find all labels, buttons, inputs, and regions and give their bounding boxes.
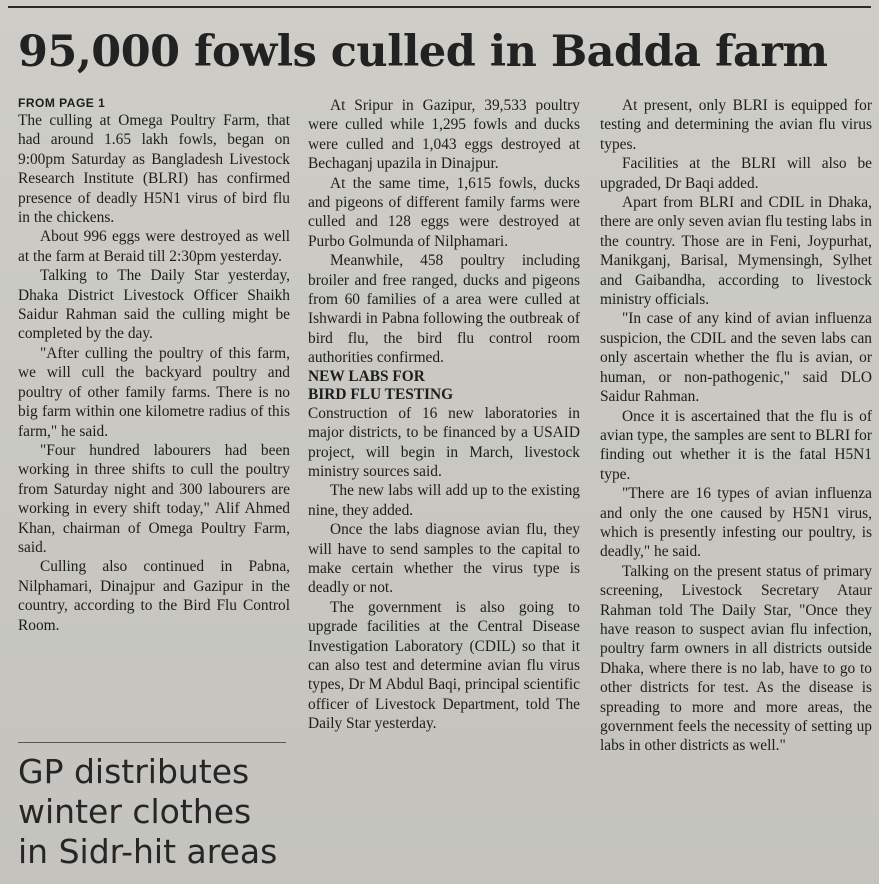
paragraph: Construction of 16 new laboratories in major districts, to be financed by a USAID project, will begin in March, livestock ministry sources said. [308,404,580,480]
paragraph: Apart from BLRI and CDIL in Dhaka, there are only seven avian flu testing labs in the country. Those are in Feni, Joypurhat, Manikganj, Barisal, Mymensingh, Sylhet and Gaibandha, according to livestock ministry officials. [600,194,872,309]
top-rule [8,6,871,8]
subhead-line-1: NEW LABS FOR [308,367,425,385]
headline: 95,000 fowls culled in Badda farm [18,27,828,77]
article-column-2 [308,96,580,734]
paragraph: About 996 eggs were destroyed as well at the farm at Beraid till 2:30pm yesterday. [18,228,290,265]
paragraph: "After culling the poultry of this farm, we will cull the backyard poultry and poultry of other family farms. There is no big farm within one kilometre radius of this farm," he said. [18,344,290,440]
kicker-label: FROM PAGE 1 [18,96,106,110]
section-divider [18,742,286,743]
article-column-1 [18,96,290,635]
paragraph: The new labs will add up to the existing nine, they added. [308,482,580,519]
paragraph: Facilities at the BLRI will also be upgraded, Dr Baqi added. [600,155,872,192]
paragraph: Once it is ascertained that the flu is of avian type, the samples are sent to BLRI for finding out whether it is the fatal H5N1 type. [600,407,872,483]
article-column-3 [600,96,872,756]
paragraph: Talking on the present status of primary screening, Livestock Secretary Ataur Rahman told The Daily Star, "Once they have reason to suspect avian flu infection, poultry farm owners in all districts outside Dhaka, where there is no lab, have to go to other districts for test. As the disease is spreading to more and more areas, the government feels the necessity of setting up labs in other districts as well." [600,562,872,755]
paragraph: "In case of any kind of avian influenza suspicion, the CDIL and the seven labs can only ascertain whether the flu is avian, or human, or non-pathogenic," said DLO Saidur Rahman. [600,310,872,406]
paragraph: The government is also going to upgrade facilities at the Central Disease Investigation Laboratory (CDIL) so that it can also test and determine avian flu virus types, Dr M Abdul Baqi, principal scientific officer of Livestock Department, told The Daily Star yesterday. [308,598,580,733]
subhead-line-2: BIRD FLU TESTING [308,385,454,403]
paragraph: Meanwhile, 458 poultry including broiler and free ranged, ducks and pigeons from 60 families of a area were culled at Ishwardi in Pabna following the outbreak of bird flu, the bird flu control room authorities confirmed. [308,252,580,367]
paragraph: Once the labs diagnose avian flu, they will have to send samples to the capital to make certain whether the virus type is deadly or not. [308,521,580,597]
paragraph: "There are 16 types of avian influenza and only the one caused by H5N1 virus, which is presently infesting our poultry, is deadly," he said. [600,485,872,561]
paragraph: The culling at Omega Poultry Farm, that had around 1.65 lakh fowls, began on 9:00pm Saturday as Bangladesh Livestock Research Institute (BLRI) has confirmed presence of deadly H5N1 virus of bird flu in the chickens. [18,112,290,227]
related-story-headline: GP distributes winter clothes in Sidr-hit areas [18,752,278,871]
paragraph: At the same time, 1,615 fowls, ducks and pigeons of different family farms were culled and 128 eggs were destroyed at Purbo Golmunda of Nilphamari. [308,174,580,250]
paragraph: "Four hundred labourers had been working in three shifts to cull the poultry from Saturday night and 300 labourers are working in every shift today," Alif Ahmed Khan, chairman of Omega Poultry Farm, said. [18,441,290,556]
paragraph: Culling also continued in Pabna, Nilphamari, Dinajpur and Gazipur in the country, according to the Bird Flu Control Room. [18,558,290,634]
paragraph: Talking to The Daily Star yesterday, Dhaka District Livestock Officer Shaikh Saidur Rahman said the culling might be completed by the day. [18,267,290,343]
paragraph: At present, only BLRI is equipped for testing and determining the avian flu virus types. [600,97,872,153]
paragraph: At Sripur in Gazipur, 39,533 poultry were culled while 1,295 fowls and ducks were culled and 1,043 eggs destroyed at Bechaganj upazila in Dinajpur. [308,97,580,173]
